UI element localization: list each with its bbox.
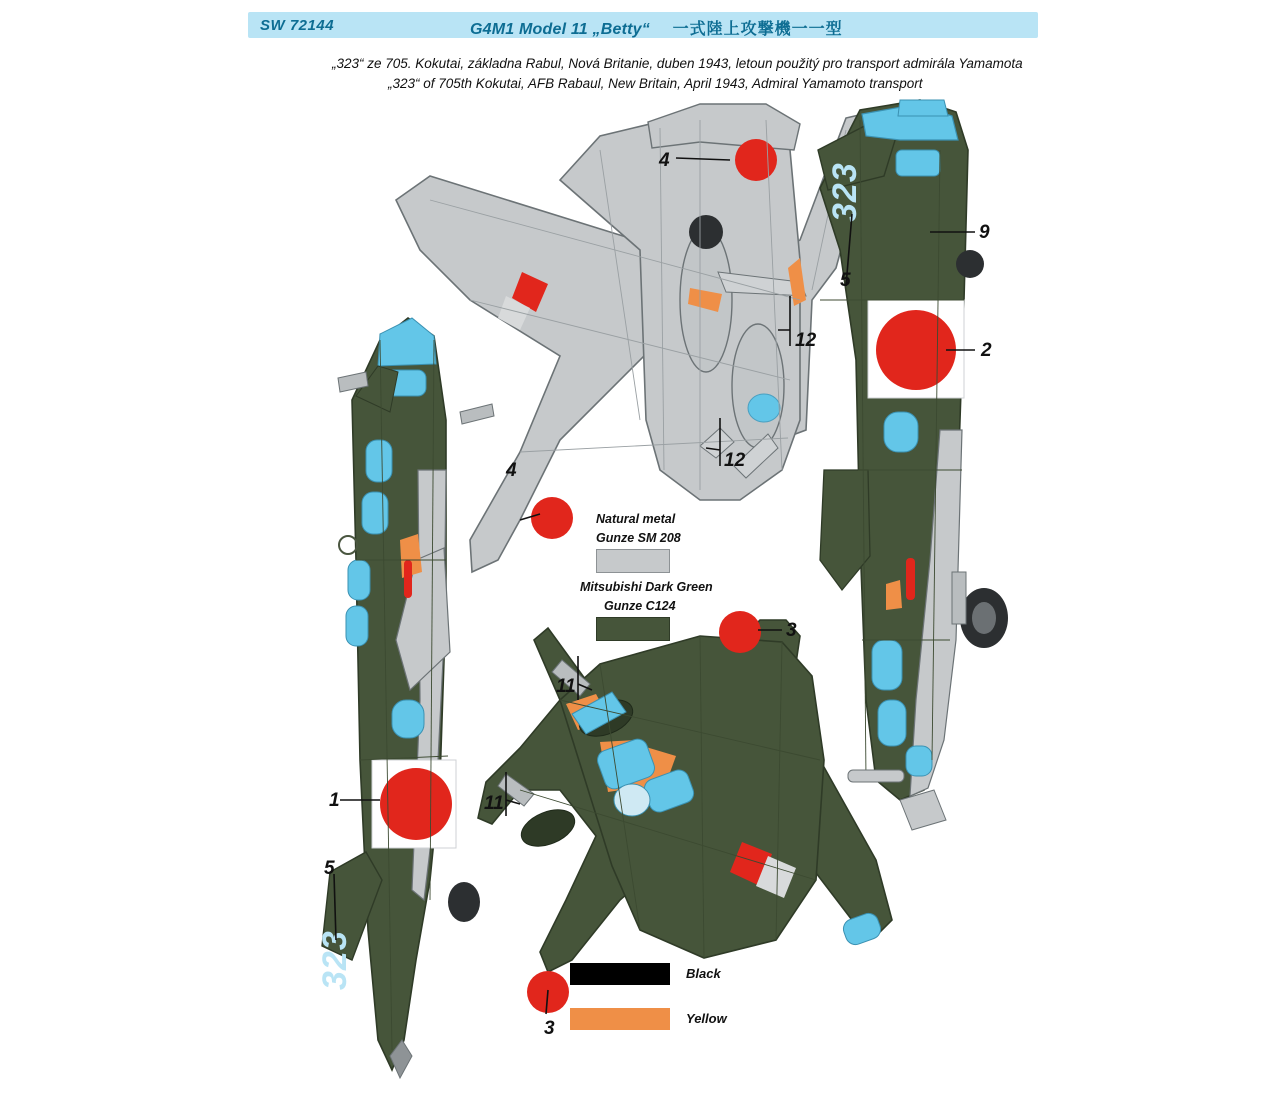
callout-12-lower: 12 [724, 450, 746, 471]
legend-green-code: Gunze C124 [604, 599, 676, 613]
legend-yellow-swatch [570, 1008, 670, 1030]
callout-12-upper: 12 [795, 330, 817, 351]
callout-1: 1 [329, 790, 340, 811]
kit-code: SW 72144 [260, 17, 335, 34]
callout-4-left: 4 [506, 460, 517, 481]
tail-code-right: 323 [826, 162, 864, 222]
legend-metal-code: Gunze SM 208 [596, 531, 681, 545]
callout-3-lower: 3 [544, 1018, 555, 1039]
callout-11-upper: 11 [556, 676, 576, 697]
page-title-latin: G4M1 Model 11 „Betty“ [470, 21, 650, 38]
legend-green-name: Mitsubishi Dark Green [580, 580, 713, 594]
callout-11-lower: 11 [484, 793, 504, 814]
callout-5-left: 5 [324, 858, 335, 879]
legend-yellow-label: Yellow [686, 1011, 727, 1026]
legend-black-label: Black [686, 966, 721, 981]
callout-3-upper: 3 [786, 620, 797, 641]
callout-4-top: 4 [659, 150, 670, 171]
legend-black-swatch [570, 963, 670, 985]
legend-metal-name: Natural metal [596, 512, 676, 526]
legend-metal-swatch [596, 549, 670, 573]
page-title-japanese: 一式陸上攻撃機一一型 [672, 21, 843, 38]
callout-5-right: 5 [840, 270, 851, 291]
tail-code-left: 323 [316, 930, 354, 990]
callout-2: 2 [981, 340, 992, 361]
side-profile-left [316, 318, 494, 1078]
upper-plan-view [478, 611, 892, 1013]
caption-czech: „323“ ze 705. Kokutai, základna Rabul, Nová Britanie, duben 1943, letoun použitý pro transport admirála Yamamota [332, 56, 1023, 71]
caption-english: „323“ of 705th Kokutai, AFB Rabaul, New Britain, April 1943, Admiral Yamamoto transport [388, 76, 923, 91]
callout-9: 9 [979, 222, 990, 243]
side-profile-right [818, 100, 1008, 830]
legend-green-swatch [596, 617, 670, 641]
